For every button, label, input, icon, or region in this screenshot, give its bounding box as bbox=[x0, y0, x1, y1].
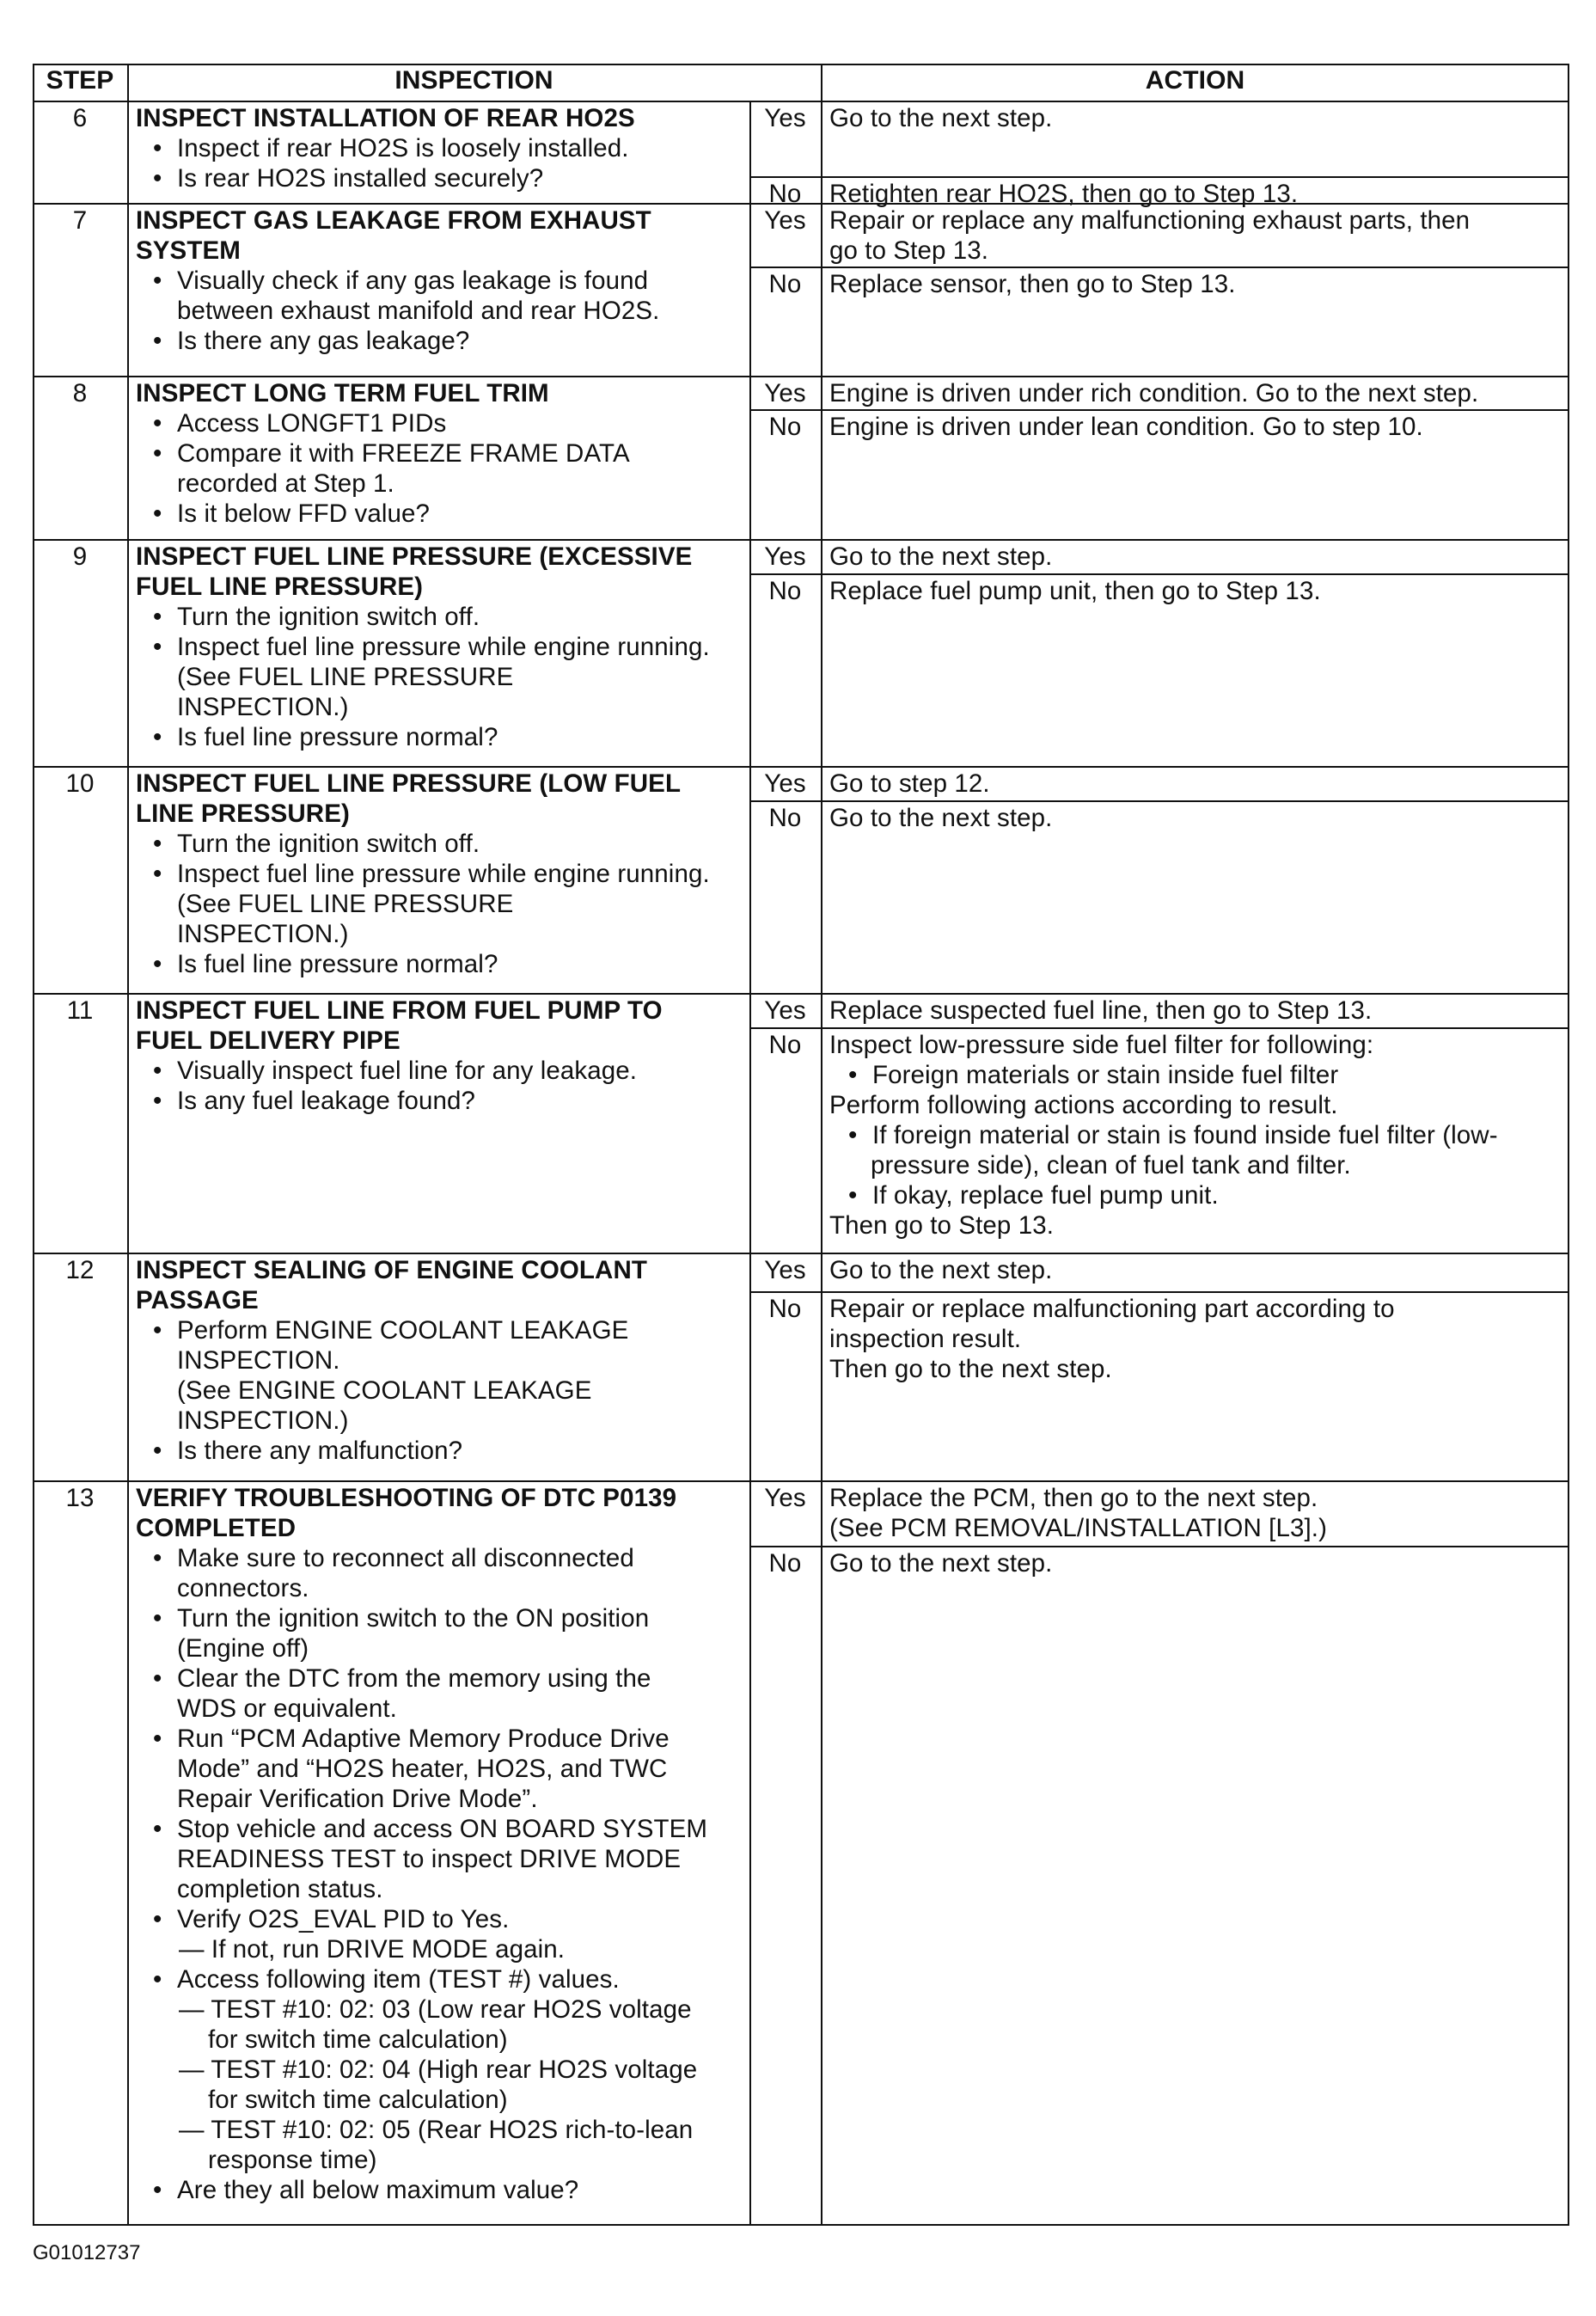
action-text: • If okay, replace fuel pump unit. bbox=[829, 1180, 1566, 1210]
checklist-item: • Inspect fuel line pressure while engine running. bbox=[136, 632, 746, 662]
grid-line bbox=[33, 376, 1569, 377]
yes-label: Yes bbox=[764, 379, 806, 407]
yes-label: Yes bbox=[764, 104, 806, 132]
grid-line bbox=[749, 800, 1569, 802]
inspection-cell bbox=[136, 769, 746, 979]
yes-label: Yes bbox=[764, 1484, 806, 1512]
yes-action bbox=[829, 542, 1566, 572]
inspection-cell bbox=[136, 378, 746, 529]
checklist-item: • Are they all below maximum value? bbox=[136, 2175, 746, 2205]
inspection-cell bbox=[136, 542, 746, 752]
action-text: Go to step 12. bbox=[829, 769, 990, 798]
header-action: ACTION bbox=[1145, 66, 1245, 95]
step-number: 7 bbox=[72, 206, 88, 235]
checklist-item: • Is fuel line pressure normal? bbox=[136, 949, 746, 979]
step-number: 8 bbox=[72, 379, 88, 407]
inspection-cell bbox=[136, 1255, 746, 1466]
inspection-cell bbox=[136, 205, 746, 356]
step-title: INSPECT FUEL LINE PRESSURE (LOW FUEL bbox=[136, 769, 682, 798]
action-text: Replace fuel pump unit, then go to Step 13. bbox=[829, 577, 1321, 605]
action-text: go to Step 13. bbox=[829, 236, 989, 265]
step-title: INSPECT GAS LEAKAGE FROM EXHAUST bbox=[136, 206, 651, 235]
inspection-cell bbox=[136, 1483, 746, 2205]
action-text: Repair or replace malfunctioning part according to bbox=[829, 1295, 1395, 1323]
no-label: No bbox=[768, 1295, 802, 1323]
grid-line bbox=[749, 1291, 1569, 1293]
step-title: LINE PRESSURE) bbox=[136, 800, 350, 828]
action-text: Go to the next step. bbox=[829, 1549, 1053, 1578]
yes-label: Yes bbox=[764, 1256, 806, 1284]
step-number: 6 bbox=[72, 104, 88, 132]
step-title: COMPLETED bbox=[136, 1514, 297, 1542]
action-text: Engine is driven under rich condition. Go to the next step. bbox=[829, 379, 1479, 407]
action-text: • Foreign materials or stain inside fuel filter bbox=[829, 1060, 1566, 1090]
action-text: Replace the PCM, then go to the next step. bbox=[829, 1484, 1318, 1512]
checklist-item: • Access following item (TEST #) values. bbox=[136, 1964, 746, 1994]
yes-action bbox=[829, 1255, 1566, 1285]
checklist-text: — If not, run DRIVE MODE again. bbox=[179, 1935, 566, 1964]
no-action bbox=[829, 1294, 1566, 1384]
header-step: STEP bbox=[46, 66, 114, 95]
checklist-item: • Access LONGFT1 PIDs bbox=[136, 408, 746, 438]
checklist-item: • Visually check if any gas leakage is found bbox=[136, 266, 746, 296]
checklist-item: • Turn the ignition switch off. bbox=[136, 829, 746, 859]
action-text: pressure side), clean of fuel tank and filter. bbox=[871, 1151, 1351, 1179]
checklist-item: • Turn the ignition switch off. bbox=[136, 602, 746, 632]
step-title: SYSTEM bbox=[136, 236, 241, 265]
no-label: No bbox=[768, 413, 802, 441]
action-text: Engine is driven under lean condition. Go to step 10. bbox=[829, 413, 1423, 441]
step-title: INSPECT SEALING OF ENGINE COOLANT bbox=[136, 1256, 647, 1284]
grid-line bbox=[33, 1480, 1569, 1482]
grid-line bbox=[749, 1027, 1569, 1029]
no-action bbox=[829, 1030, 1566, 1241]
action-text: Replace suspected fuel line, then go to Step 13. bbox=[829, 996, 1373, 1025]
action-text: Go to the next step. bbox=[829, 542, 1053, 571]
checklist-item: • Clear the DTC from the memory using the bbox=[136, 1663, 746, 1694]
action-text: inspection result. bbox=[829, 1325, 1022, 1353]
checklist-item: • Visually inspect fuel line for any leakage. bbox=[136, 1056, 746, 1086]
checklist-text: READINESS TEST to inspect DRIVE MODE bbox=[177, 1845, 682, 1873]
grid-line bbox=[33, 993, 1569, 995]
checklist-text: for switch time calculation) bbox=[208, 2086, 508, 2114]
no-action bbox=[829, 1548, 1566, 1578]
action-text: Repair or replace any malfunctioning exhaust parts, then bbox=[829, 206, 1471, 235]
checklist-item: • Stop vehicle and access ON BOARD SYSTEM bbox=[136, 1814, 746, 1844]
checklist-text: Repair Verification Drive Mode”. bbox=[177, 1785, 538, 1813]
no-action bbox=[829, 803, 1566, 833]
checklist-item: • Run “PCM Adaptive Memory Produce Drive bbox=[136, 1724, 746, 1754]
checklist-item: • Inspect fuel line pressure while engine running. bbox=[136, 859, 746, 889]
grid-line bbox=[127, 64, 129, 2226]
step-title: INSPECT FUEL LINE PRESSURE (EXCESSIVE bbox=[136, 542, 693, 571]
action-text: • If foreign material or stain is found inside fuel filter (low- bbox=[829, 1120, 1566, 1150]
checklist-item: • Is there any malfunction? bbox=[136, 1436, 746, 1466]
grid-line bbox=[749, 573, 1569, 575]
action-text: Go to the next step. bbox=[829, 804, 1053, 832]
yes-action bbox=[829, 1483, 1566, 1543]
checklist-text: (See FUEL LINE PRESSURE bbox=[177, 890, 514, 918]
checklist-item: • Is any fuel leakage found? bbox=[136, 1086, 746, 1116]
no-label: No bbox=[768, 1549, 802, 1578]
checklist-text: connectors. bbox=[177, 1574, 309, 1602]
step-title: INSPECT LONG TERM FUEL TRIM bbox=[136, 379, 549, 407]
step-title: INSPECT INSTALLATION OF REAR HO2S bbox=[136, 104, 635, 132]
yes-action bbox=[829, 769, 1566, 799]
checklist-text: WDS or equivalent. bbox=[177, 1694, 397, 1723]
step-number: 13 bbox=[65, 1484, 95, 1512]
action-text: Then go to Step 13. bbox=[829, 1211, 1055, 1240]
action-text: Then go to the next step. bbox=[829, 1355, 1112, 1383]
checklist-text: (Engine off) bbox=[177, 1634, 309, 1663]
figure-code: G01012737 bbox=[33, 2241, 141, 2264]
procedure-table bbox=[33, 64, 1569, 2226]
checklist-text: completion status. bbox=[177, 1875, 383, 1903]
checklist-text: INSPECTION. bbox=[177, 1346, 340, 1375]
grid-line bbox=[749, 409, 1569, 411]
checklist-text: INSPECTION.) bbox=[177, 1406, 349, 1435]
action-text: Retighten rear HO2S, then go to Step 13. bbox=[829, 180, 1299, 208]
yes-action bbox=[829, 378, 1566, 408]
yes-label: Yes bbox=[764, 769, 806, 798]
no-action bbox=[829, 269, 1566, 299]
step-title: FUEL LINE PRESSURE) bbox=[136, 573, 424, 601]
grid-line bbox=[749, 176, 1569, 178]
step-title: VERIFY TROUBLESHOOTING OF DTC P0139 bbox=[136, 1484, 677, 1512]
yes-label: Yes bbox=[764, 206, 806, 235]
checklist-item: • Verify O2S_EVAL PID to Yes. bbox=[136, 1904, 746, 1934]
checklist-item: • Is rear HO2S installed securely? bbox=[136, 163, 746, 193]
checklist-item: • Turn the ignition switch to the ON position bbox=[136, 1603, 746, 1633]
no-label: No bbox=[768, 180, 802, 208]
checklist-item: • Inspect if rear HO2S is loosely installed. bbox=[136, 133, 746, 163]
action-text: Go to the next step. bbox=[829, 1256, 1053, 1284]
grid-line bbox=[749, 267, 1569, 268]
checklist-text: between exhaust manifold and rear HO2S. bbox=[177, 297, 660, 325]
checklist-text: recorded at Step 1. bbox=[177, 469, 394, 498]
no-action bbox=[829, 576, 1566, 606]
checklist-item: • Perform ENGINE COOLANT LEAKAGE bbox=[136, 1315, 746, 1345]
step-number: 12 bbox=[65, 1256, 95, 1284]
step-title: PASSAGE bbox=[136, 1286, 259, 1314]
inspection-cell bbox=[136, 996, 746, 1116]
no-action bbox=[829, 412, 1566, 442]
step-title: FUEL DELIVERY PIPE bbox=[136, 1026, 401, 1055]
yes-action bbox=[829, 996, 1566, 1026]
checklist-text: — TEST #10: 02: 03 (Low rear HO2S voltage bbox=[179, 1995, 692, 2024]
inspection-cell bbox=[136, 103, 746, 193]
checklist-text: — TEST #10: 02: 05 (Rear HO2S rich-to-lean bbox=[179, 2116, 694, 2144]
checklist-text: INSPECTION.) bbox=[177, 920, 349, 948]
yes-action bbox=[829, 205, 1566, 266]
checklist-text: Mode” and “HO2S heater, HO2S, and TWC bbox=[177, 1755, 668, 1783]
action-text: Perform following actions according to result. bbox=[829, 1091, 1338, 1119]
checklist-text: for switch time calculation) bbox=[208, 2025, 508, 2054]
step-number: 11 bbox=[66, 996, 94, 1025]
checklist-item: • Is it below FFD value? bbox=[136, 499, 746, 529]
checklist-item: • Is fuel line pressure normal? bbox=[136, 722, 746, 752]
grid-line bbox=[749, 1546, 1569, 1547]
checklist-text: INSPECTION.) bbox=[177, 693, 349, 721]
yes-label: Yes bbox=[764, 542, 806, 571]
grid-line bbox=[33, 1253, 1569, 1254]
grid-line bbox=[33, 766, 1569, 768]
step-title: INSPECT FUEL LINE FROM FUEL PUMP TO bbox=[136, 996, 663, 1025]
checklist-item: • Compare it with FREEZE FRAME DATA bbox=[136, 438, 746, 469]
action-text: Replace sensor, then go to Step 13. bbox=[829, 270, 1236, 298]
no-action bbox=[829, 179, 1566, 209]
checklist-text: — TEST #10: 02: 04 (High rear HO2S voltage bbox=[179, 2056, 698, 2084]
step-number: 10 bbox=[65, 769, 95, 798]
checklist-item: • Make sure to reconnect all disconnected bbox=[136, 1543, 746, 1573]
yes-action bbox=[829, 103, 1566, 133]
action-text: Inspect low-pressure side fuel filter for following: bbox=[829, 1031, 1374, 1059]
no-label: No bbox=[768, 577, 802, 605]
checklist-text: (See ENGINE COOLANT LEAKAGE bbox=[177, 1376, 592, 1405]
grid-line bbox=[821, 64, 822, 2226]
action-text: Go to the next step. bbox=[829, 104, 1053, 132]
no-label: No bbox=[768, 1031, 802, 1059]
grid-line bbox=[33, 539, 1569, 541]
checklist-item: • Is there any gas leakage? bbox=[136, 326, 746, 356]
action-text: (See PCM REMOVAL/INSTALLATION [L3].) bbox=[829, 1514, 1327, 1542]
no-label: No bbox=[768, 804, 802, 832]
checklist-text: (See FUEL LINE PRESSURE bbox=[177, 663, 514, 691]
no-label: No bbox=[768, 270, 802, 298]
yes-label: Yes bbox=[764, 996, 806, 1025]
grid-line bbox=[33, 101, 1569, 102]
checklist-text: response time) bbox=[208, 2146, 377, 2174]
header-inspection: INSPECTION bbox=[394, 66, 553, 95]
step-number: 9 bbox=[72, 542, 88, 571]
